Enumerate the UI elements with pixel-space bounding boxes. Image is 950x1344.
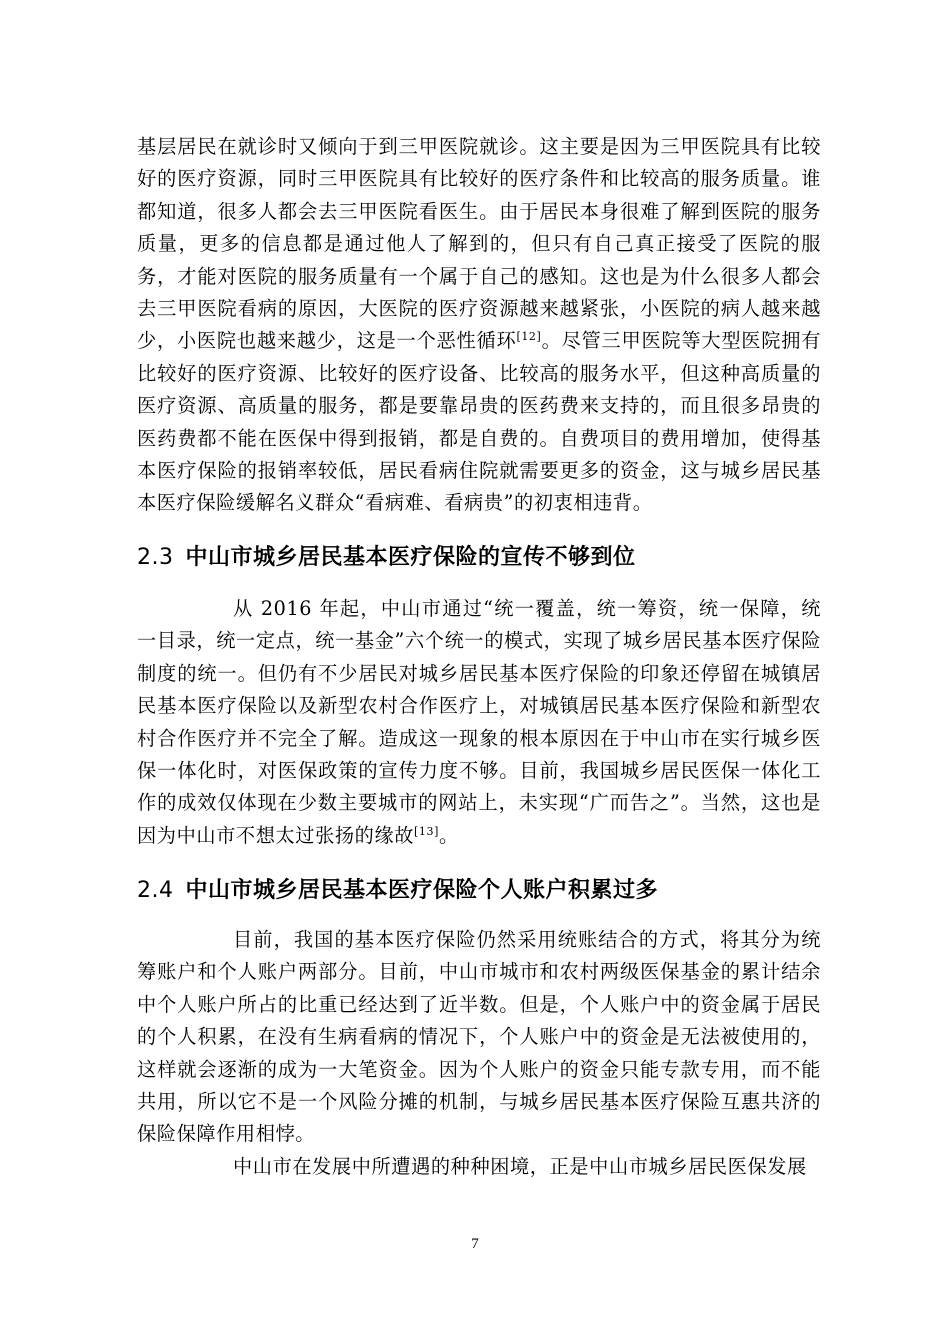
section-2-4-paragraph-1: 目前，我国的基本医疗保险仍然采用统账结合的方式，将其分为统筹账户和个人账户两部分。目前，中山市城市和农村两级医保基金的累计结余中个人账户所占的比重已经达到了近半数。但是，个人账户中的资金属于居民的个人积累，在没有生病看病的情况下，个人账户中的资金是无法被使用的，这样就会逐渐的成为一大笔资金。因为个人账户的资金只能专款专用，而不能共用，所以它不是一个风险分摊的机制，与城乡居民基本医疗保险互惠共济的保险保障作用相悖。	[137, 928, 821, 1146]
section-2-3-text-part-2: 。	[439, 823, 459, 847]
section-number: 2.4	[137, 878, 174, 903]
intro-text-part-2: 。尽管三甲医院等大型医院拥有比较好的医疗资源、比较好的医疗设备、比较高的服务水平，但这种高质量的医疗资源、高质量的服务，都是要靠昂贵的医药费来支持的，而且很多昂贵的医药费都不能在医保中得到报销，都是自费的。自费项目的费用增加，使得基本医疗保险的报销率较低，居民看病住院就需要更多的资金，这与城乡居民基本医疗保险缓解名义群众“看病难、看病贵”的初衷相违背。	[137, 329, 821, 515]
intro-paragraph	[137, 131, 821, 520]
section-2-3-text-part-1: 从 2016 年起，中山市通过“统一覆盖，统一筹资，统一保障，统一目录，统一定点，统一基金”六个统一的模式，实现了城乡居民基本医疗保险制度的统一。但仍有不少居民对城乡居民基本医疗保险的印象还停留在城镇居民基本医疗保险以及新型农村合作医疗上，对城镇居民基本医疗保险和新型农村合作医疗并不完全了解。造成这一现象的根本原因在于中山市在实行城乡医保一体化时，对医保政策的宣传力度不够。目前，我国城乡居民医保一体化工作的成效仅体现在少数主要城市的网站上，未实现“广而告之”。当然，这也是因为中山市不想太过张扬的缘故	[137, 597, 821, 847]
citation-13[interactable]: [13]	[414, 824, 440, 838]
section-heading-2-4	[137, 876, 821, 906]
section-title: 中山市城乡居民基本医疗保险的宣传不够到位	[185, 545, 636, 570]
section-2-3-paragraph	[137, 593, 821, 852]
section-2-4-paragraph-2: 中山市在发展中所遭遇的种种困境，正是中山市城乡居民医保发展	[233, 1155, 807, 1178]
section-number: 2.3	[137, 545, 174, 570]
section-heading-2-3	[137, 543, 821, 573]
page-number: 7	[471, 1236, 479, 1252]
intro-text-part-1: 基层居民在就诊时又倾向于到三甲医院就诊。这主要是因为三甲医院具有比较好的医疗资源，同时三甲医院具有比较好的医疗条件和比较高的服务质量。谁都知道，很多人都会去三甲医院看医生。由于居民本身很难了解到医院的服务质量，更多的信息都是通过他人了解到的，但只有自己真正接受了医院的服务，才能对医院的服务质量有一个属于自己的感知。这也是为什么很多人都会去三甲医院看病的原因，大医院的医疗资源越来越紧张，小医院的病人越来越少，小医院也越来越少，这是一个恶性循环	[137, 135, 821, 353]
citation-12[interactable]: [12]	[516, 330, 542, 344]
section-title: 中山市城乡居民基本医疗保险个人账户积累过多	[185, 878, 659, 903]
